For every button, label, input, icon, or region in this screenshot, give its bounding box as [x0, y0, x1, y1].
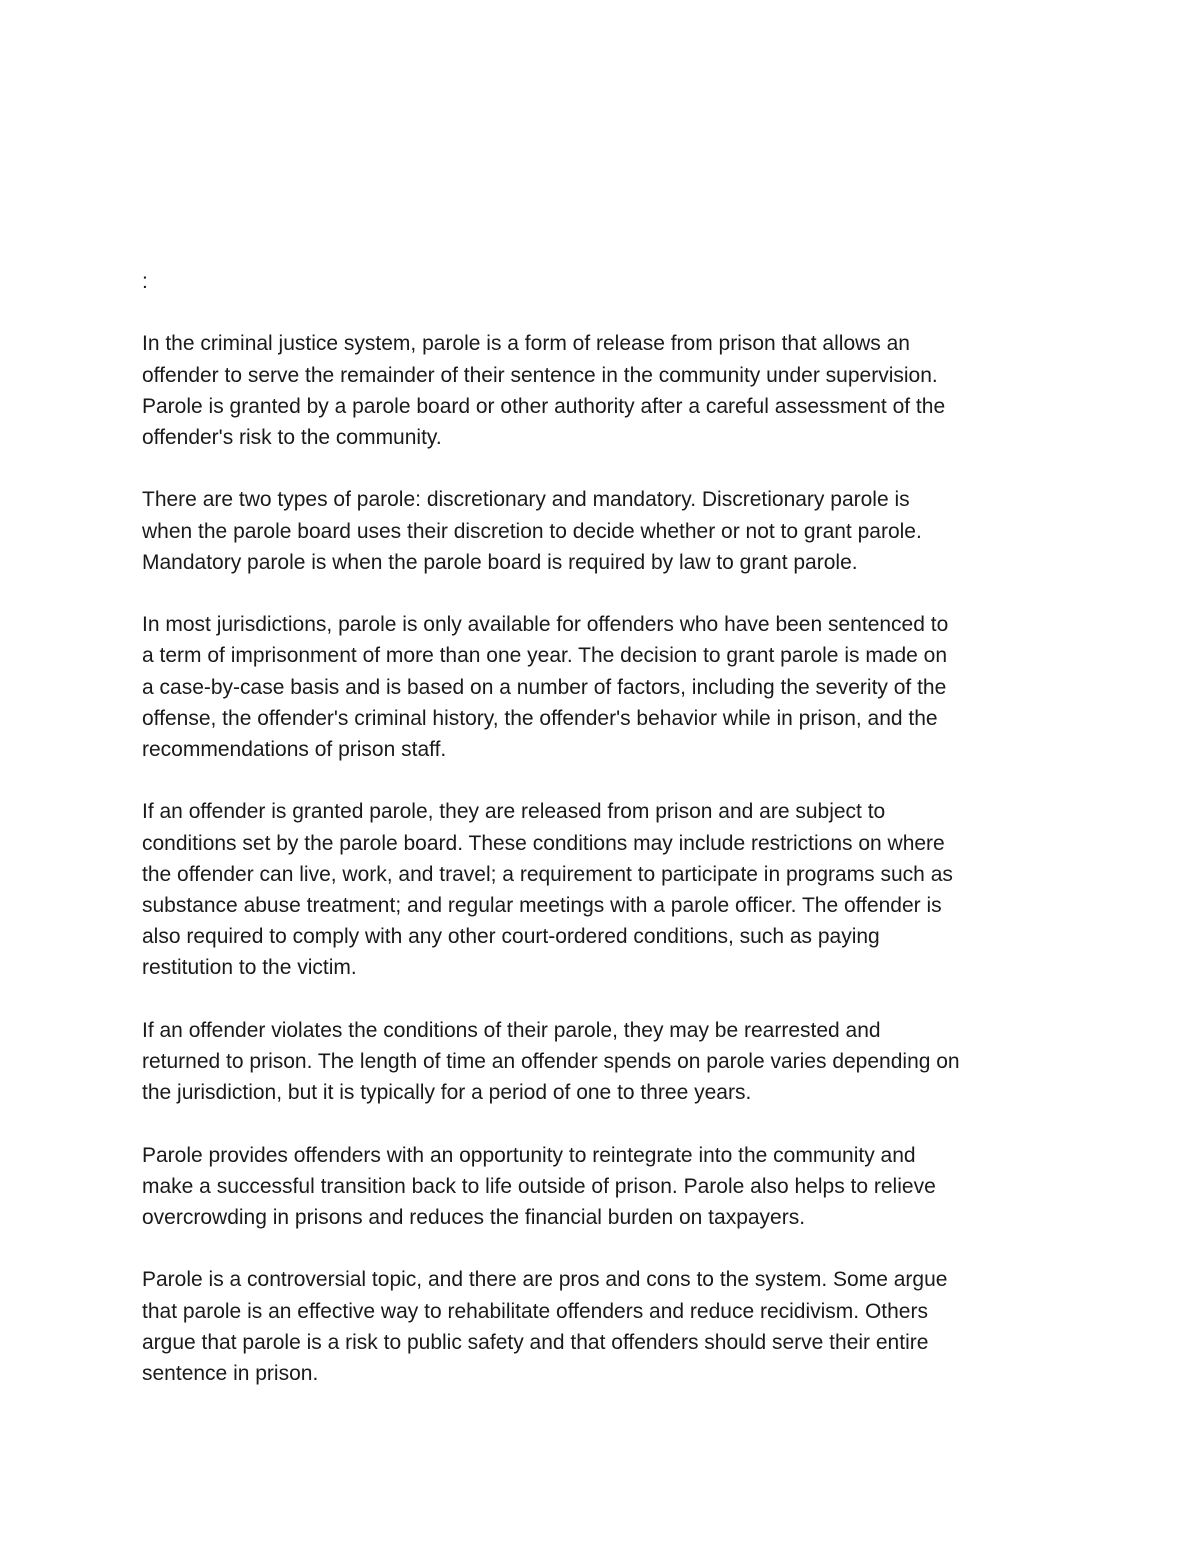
- paragraph-parole-types: There are two types of parole: discretionary and mandatory. Discretionary parole is when the parole board uses their discretion to decide whether or not to grant parole. Mandatory parole is when the parole board is required by law to grant parole.: [142, 488, 922, 574]
- document-body: [142, 266, 1072, 1389]
- paragraph-parole-controversy: Parole is a controversial topic, and there are pros and cons to the system. Some argue that parole is an effective way to rehabilitate offenders and reduce recidivism. Others argue that parole is a risk to public safety and that offenders should serve their entire sentence in prison.: [142, 1268, 948, 1385]
- lead-colon: :: [142, 270, 148, 293]
- paragraph-parole-eligibility: In most jurisdictions, parole is only available for offenders who have been sentenced to a term of imprisonment of more than one year. The decision to grant parole is made on a case-by-case basis and is based on a number of factors, including the severity of the offense, the offender's criminal history, the offender's behavior while in prison, and the recommendations of prison staff.: [142, 613, 949, 761]
- paragraph-parole-conditions: If an offender is granted parole, they are released from prison and are subject to conditions set by the parole board. These conditions may include restrictions on where the offender can live, work, and travel; a requirement to participate in programs such as substance abuse treatment; and regular meetings with a parole officer. The offender is also required to comply with any other court-ordered conditions, such as paying restitution to the victim.: [142, 800, 953, 980]
- paragraph-parole-definition: In the criminal justice system, parole is a form of release from prison that allows an offender to serve the remainder of their sentence in the community under supervision. Parole is granted by a parole board or other authority after a careful assessment of the offender's risk to the community.: [142, 332, 946, 449]
- paragraph-parole-violations: If an offender violates the conditions of their parole, they may be rearrested and returned to prison. The length of time an offender spends on parole varies depending on the jurisdiction, but it is typically for a period of one to three years.: [142, 1018, 960, 1105]
- paragraph-parole-benefits: Parole provides offenders with an opportunity to reintegrate into the community and make a successful transition back to life outside of prison. Parole also helps to relieve overcrowding in prisons and reduces the financial burden on taxpayers.: [142, 1143, 936, 1229]
